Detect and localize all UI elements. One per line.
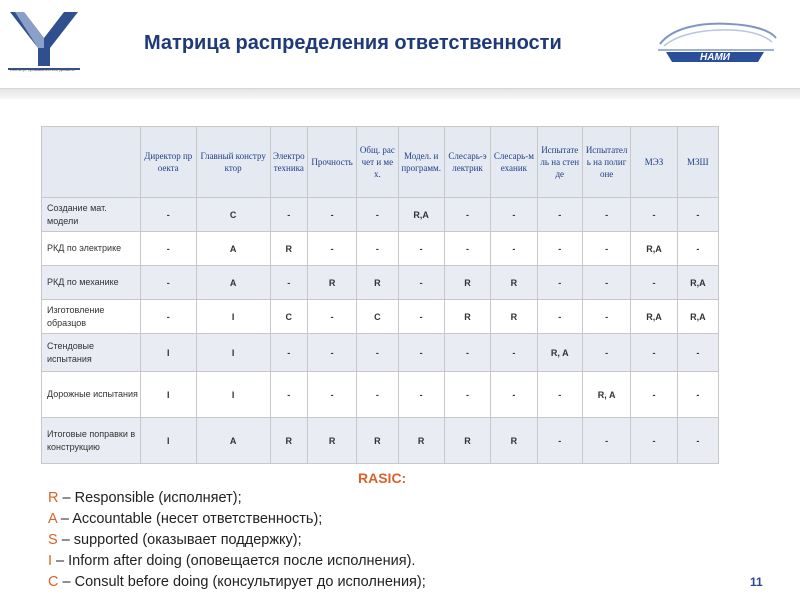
- matrix-cell: R: [444, 300, 490, 334]
- matrix-cell: -: [444, 232, 490, 266]
- matrix-cell: R,A: [398, 198, 444, 232]
- legend-item: [48, 572, 426, 593]
- column-header: Испытатель на стенде: [537, 127, 582, 198]
- matrix-cell: R: [444, 418, 490, 464]
- matrix-cell: R: [491, 418, 537, 464]
- matrix-cell: -: [398, 232, 444, 266]
- matrix-cell: -: [357, 232, 398, 266]
- column-header: Общ. расчет и мех.: [357, 127, 398, 198]
- matrix-cell: -: [398, 372, 444, 418]
- matrix-cell: -: [677, 198, 718, 232]
- matrix-cell: -: [307, 372, 356, 418]
- matrix-cell: I: [140, 334, 196, 372]
- column-header: Электротехника: [270, 127, 307, 198]
- matrix-cell: -: [270, 372, 307, 418]
- matrix-cell: -: [307, 300, 356, 334]
- matrix-cell: -: [140, 232, 196, 266]
- legend-text: – Consult before doing (консультирует до исполнения);: [58, 574, 426, 590]
- logo-caption: Институт промышленного дизайна: [10, 67, 75, 72]
- matrix-cell: -: [677, 418, 718, 464]
- column-header: Директор проекта: [140, 127, 196, 198]
- matrix-cell: C: [357, 300, 398, 334]
- matrix-cell: R: [357, 418, 398, 464]
- page-number: 11: [750, 575, 763, 589]
- column-header: Прочность: [307, 127, 356, 198]
- legend-item: [48, 488, 426, 509]
- matrix-cell: -: [582, 266, 630, 300]
- column-header: Модел. и программ.: [398, 127, 444, 198]
- matrix-cell: -: [631, 418, 677, 464]
- matrix-cell: -: [631, 372, 677, 418]
- matrix-cell: -: [582, 198, 630, 232]
- matrix-cell: R: [491, 300, 537, 334]
- matrix-cell: C: [196, 198, 270, 232]
- legend-text: – Responsible (исполняет);: [58, 490, 242, 506]
- row-label: Изготовление образцов: [42, 300, 141, 334]
- matrix-cell: -: [307, 198, 356, 232]
- table-row: [42, 334, 719, 372]
- slide-header: [0, 0, 800, 86]
- matrix-cell: R,A: [631, 232, 677, 266]
- column-header: Главный конструктор: [196, 127, 270, 198]
- matrix-cell: R, A: [537, 334, 582, 372]
- column-header: Слесарь-механик: [491, 127, 537, 198]
- matrix-cell: -: [582, 300, 630, 334]
- matrix-cell: -: [270, 198, 307, 232]
- matrix-cell: -: [677, 232, 718, 266]
- matrix-cell: I: [140, 418, 196, 464]
- matrix-cell: R: [307, 266, 356, 300]
- matrix-cell: -: [398, 266, 444, 300]
- matrix-cell: R: [398, 418, 444, 464]
- matrix-cell: R,A: [677, 266, 718, 300]
- row-label: Дорожные испытания: [42, 372, 141, 418]
- column-header: Испытатель на полигоне: [582, 127, 630, 198]
- matrix-cell: -: [140, 198, 196, 232]
- matrix-cell: -: [398, 300, 444, 334]
- matrix-cell: I: [196, 372, 270, 418]
- matrix-cell: -: [444, 334, 490, 372]
- table-row: [42, 198, 719, 232]
- matrix-cell: -: [582, 232, 630, 266]
- matrix-cell: -: [631, 198, 677, 232]
- matrix-cell: R: [270, 232, 307, 266]
- matrix-cell: -: [677, 334, 718, 372]
- legend-key: R: [48, 490, 59, 506]
- matrix-body: [42, 198, 719, 464]
- matrix-cell: -: [491, 232, 537, 266]
- legend-item: [48, 530, 426, 551]
- matrix-cell: -: [582, 334, 630, 372]
- institute-logo-icon: [6, 8, 82, 74]
- legend-text: – Inform after doing (оповещается после исполнения).: [52, 553, 416, 569]
- matrix-cell: -: [270, 334, 307, 372]
- column-header: МЗШ: [677, 127, 718, 198]
- matrix-cell: -: [140, 266, 196, 300]
- matrix-header: [42, 127, 719, 198]
- matrix-cell: -: [307, 232, 356, 266]
- legend-list: [48, 488, 426, 593]
- legend-text: – Accountable (несет ответственность);: [56, 511, 323, 527]
- legend-item: [48, 551, 426, 572]
- table-row: [42, 266, 719, 300]
- header-divider: [0, 88, 800, 99]
- matrix-cell: I: [196, 300, 270, 334]
- row-label: Создание мат. модели: [42, 198, 141, 232]
- matrix-cell: -: [491, 198, 537, 232]
- legend-item: [48, 509, 426, 530]
- legend-key: C: [48, 574, 59, 590]
- page-title: Матрица распределения ответственности: [144, 32, 562, 54]
- svg-text:НАМИ: НАМИ: [700, 52, 730, 63]
- nami-logo-icon: [652, 20, 782, 64]
- matrix-cell: R, A: [582, 372, 630, 418]
- matrix-cell: A: [196, 232, 270, 266]
- table-row: [42, 232, 719, 266]
- matrix-cell: -: [491, 334, 537, 372]
- matrix-cell: -: [537, 266, 582, 300]
- table-row: [42, 372, 719, 418]
- matrix-cell: -: [398, 334, 444, 372]
- matrix-cell: -: [537, 300, 582, 334]
- table-row: [42, 418, 719, 464]
- row-label: РКД по механике: [42, 266, 141, 300]
- matrix-cell: R: [444, 266, 490, 300]
- matrix-cell: -: [677, 372, 718, 418]
- column-header: Слесарь-электрик: [444, 127, 490, 198]
- matrix-cell: R: [491, 266, 537, 300]
- row-label: Итоговые поправки в конструкцию: [42, 418, 141, 464]
- matrix-cell: -: [537, 198, 582, 232]
- matrix-cell: -: [307, 334, 356, 372]
- header-row: [42, 127, 719, 198]
- legend-key: S: [48, 532, 58, 548]
- matrix-cell: -: [357, 334, 398, 372]
- matrix-cell: -: [270, 266, 307, 300]
- row-label: РКД по электрике: [42, 232, 141, 266]
- header-corner: [42, 127, 141, 198]
- matrix-cell: -: [357, 372, 398, 418]
- matrix-cell: -: [631, 266, 677, 300]
- matrix-cell: R: [270, 418, 307, 464]
- matrix-cell: -: [537, 232, 582, 266]
- matrix-cell: R,A: [631, 300, 677, 334]
- matrix-cell: -: [444, 198, 490, 232]
- matrix-cell: -: [582, 418, 630, 464]
- legend-key: I: [48, 553, 53, 569]
- responsibility-matrix: [41, 126, 719, 464]
- matrix-cell: -: [537, 418, 582, 464]
- matrix-cell: R: [307, 418, 356, 464]
- legend-key: A: [48, 511, 57, 527]
- legend-text: – supported (оказывает поддержку);: [57, 532, 302, 548]
- matrix-cell: -: [491, 372, 537, 418]
- matrix-cell: A: [196, 266, 270, 300]
- legend-title: RASIC:: [358, 470, 407, 486]
- matrix-cell: A: [196, 418, 270, 464]
- column-header: МЭЗ: [631, 127, 677, 198]
- matrix-cell: -: [631, 334, 677, 372]
- row-label: Стендовые испытания: [42, 334, 141, 372]
- matrix-cell: I: [196, 334, 270, 372]
- matrix-cell: I: [140, 372, 196, 418]
- matrix-cell: -: [357, 198, 398, 232]
- matrix-cell: C: [270, 300, 307, 334]
- matrix-cell: -: [140, 300, 196, 334]
- table-row: [42, 300, 719, 334]
- matrix-cell: -: [444, 372, 490, 418]
- matrix-cell: -: [537, 372, 582, 418]
- matrix-cell: R: [357, 266, 398, 300]
- matrix-cell: R,A: [677, 300, 718, 334]
